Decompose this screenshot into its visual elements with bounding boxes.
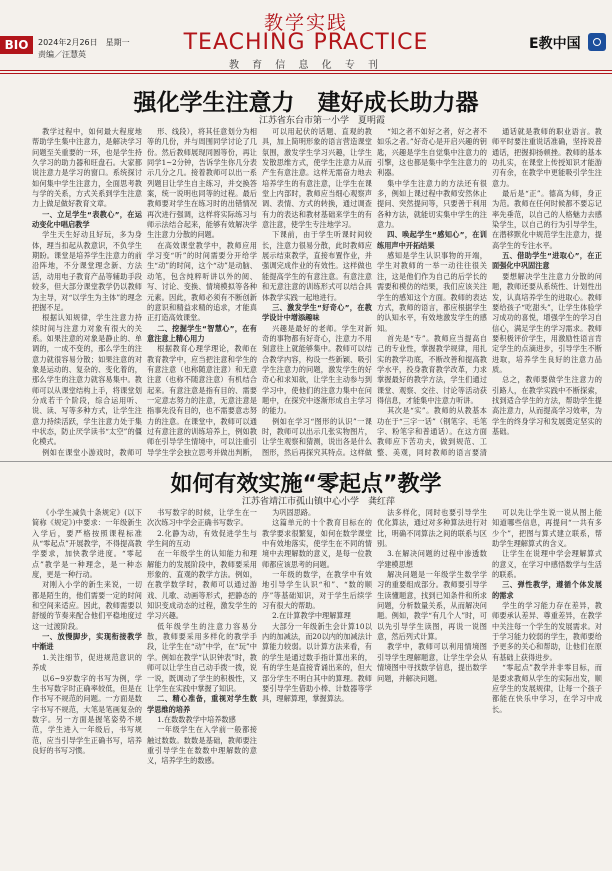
paragraph: 《小学生减负十条规定》(以下简称《规定》)中要求：一年级新生入学后，要严格按照课程标准从“零起点”开展教学，不得提高教学要求，加快教学进度。“零起点”教学是一种理念，是一种态度，更是一种行动。 — [32, 508, 142, 580]
article-1-byline: 江苏省东台市第一小学 夏明霞 — [259, 116, 386, 126]
section-heading: 四、唤起学生“感知心”，在训练用声中开拓结果 — [377, 230, 487, 250]
page-badge: BIO — [0, 36, 33, 54]
paragraph: 根据教育心理学理论，教师在教育教学中，应当把注意和学生的有意注意（也称随意注意）和无意注意（也称不随意注意）有机结合起来。有意注意是指有目的、需要一定意志努力的注意，无意注意是指事先没有目的，也不需要意志努力的注意。在课堂中，教师可以通过有意注意的训练培养上，例如教师在引导学生情境中，可以注重引导学生学会独立思考并做出判断， — [147, 344, 257, 457]
paragraph: 教学过程中，如何最大程度地帮助学生集中注意力，是解决学习问题至关重要的一环，也是学生持久学习的助力器和旺盘石。大家都说注意力是学习的窗口。系统探讨如何集中学生注意力，全面思考教与学的关系，方式关系到学生注意力上做足做好教育文章。 — [32, 127, 142, 209]
article2-column-1 — [32, 508, 142, 866]
article1-column-1 — [32, 127, 142, 457]
paragraph: 可以用起伏的话题、直观的教具，加上简明形象的语言营造课堂氛围，激发学生学习兴趣，让学生发散思维方式，使学生注意力从而产生有意注意。这样无需奋力地去培养学生的有意注意，让学生在课堂上内部时，教师应当细心观察声调、表情、方式的转换，通过调查有力的表达和教材基础来学生的有意注意，使学生专注地学习。 — [262, 127, 372, 230]
paragraph: 集中学生注意力的方法还有很多，例如上课过程中教师安然休止提问、突然提问等，只要善于利用各种方法，就能切实集中学生的注意力。 — [377, 178, 487, 230]
editor-credit: 责编／汪慧英 — [38, 50, 86, 59]
paragraph: 1.关注细节，促进规范意识的养成 — [32, 652, 142, 673]
paragraph: 一年级学生在入学前一般都接触过数数。数数是基础，教师要注重引导学生在数数中理解数的意义，培养学生的数感。 — [147, 725, 257, 766]
article-2-byline: 江苏省靖江市孤山镇中心小学 龚红萍 — [242, 497, 396, 507]
article1-column-2 — [147, 127, 257, 457]
paragraph: 2.在计算教学中理解算理 — [272, 611, 351, 621]
paragraph: 这篇单元的十个教育目标在的教学要求很繁复，如何在数学课堂中有效地落实，使学生在不同的情境中去理解数的意义，是每一位教师都应该思考的问题。 — [262, 518, 372, 569]
article1-column-3 — [262, 127, 372, 457]
paragraph: 让学生在说理中学会理解算式的意义，在学习中感悟数学与生活的联系。 — [492, 549, 602, 580]
article1-column-5 — [492, 127, 602, 457]
paragraph: 为巩固思路。 — [272, 508, 316, 517]
article2-column-3 — [262, 508, 372, 866]
paragraph: 低年级学生的注意力容易分散，教师要采用多样化的教学手段，让学生在“动”中学，在“玩”中学。例如在教学“认识钟表”时，教师可以让学生自己动手拨一拨，说一说，既调动了学生的积极性，又让学生在实践中掌握了知识。 — [147, 621, 257, 693]
paragraph: 学生的学习能力存在差异，教师要承认差异、尊重差异，在教学中关注每一个学生的发展需求。对于学习能力较弱的学生，教师要给予更多的关心和帮助，让他们在原有基础上获得进步。 — [492, 601, 602, 662]
article2-column-5 — [492, 508, 602, 866]
article-1-title: 强化学生注意力 建好成长助力器 — [133, 90, 479, 116]
masthead — [0, 0, 612, 74]
paragraph: “知之者不如好之者，好之者不如乐之者。”好奇心是开启兴趣的钥匙，兴趣是学生自觉集中注意力的引擎，这也都是集中学生注意力的利器。 — [377, 127, 487, 178]
paragraph: 大部分一年级新生会计算10以内的加减法，而20以内的加减法计算能力较弱。以计算方法来看，有的学生是通过数手指计算出来的，有的学生是直接背诵出来的，但大部分学生不明白其中的算理。教师要引导学生借助小棒、计数器等学具，理解算理，掌握算法。 — [262, 621, 372, 704]
paragraph: 2.化静为动，有效促进学生与学生间的互动 — [147, 528, 257, 549]
paragraph: 感知是学生认识事物的开端，学生对教师的一举一动往往很关注，这是他们作为自己的后学长的需要和模仿的结果，我们应该关注学生的感知这个方面。教师的表达方式，教师的语言，都应根据学生的认知水平，有效地激发学生的感知。 — [377, 251, 487, 333]
paragraph: 要想解决学生注意力分散的问题，教师还要从系统性、计划性出发，认真培养学生的进取心。教师要给孩子“吃甜头”，让学生体验学习成功的喜悦，增强学生的学习自信心，满足学生的学习需求。教师要积极评价学生，用激励性语言肯定学生的点滴进步，引导学生不断进取，培养学生良好的注意力品质。 — [492, 271, 602, 374]
paragraph: 总之，教师要做学生注意力的引路人，在教学实践中不断探索，找到适合学生的方法，帮助学生提高注意力，从而提高学习效率，为学生的终身学习和发展奠定坚实的基础。 — [492, 375, 602, 436]
section-heading: 二、精心准备，重视对学生数学思维的培养 — [147, 694, 257, 714]
paragraph: 根据认知规律，学生注意力持续时间与注意力对象有很大的关系。如果注意的对象是静止的、单调的，一成不变的，那么学生的注意力就很容易分散；如果注意的对象是运动的、复杂的、变化着的，那么学生的注意力就容易集中。教师可以从课堂结构上手，将课堂划分成若干个阶段，综合运用听、说、读、写等多种方式，让学生注意力持续活跃，学生注意力处于集中状态，防止厌学读书“太空”的僵化模式。 — [32, 313, 142, 447]
article-divider — [0, 461, 612, 462]
section-heading: 三、激发学生“好奇心”，在教学设计中增添趣味 — [262, 302, 372, 323]
brand-logo-text: E教中国 — [529, 36, 581, 52]
paragraph: 1.在数数教学中培养数感 — [157, 714, 236, 724]
paragraph: 最后是“正”。德高为师，身正为范。教师在任何时候都不要忘记率先垂范，以自己的人格魅力去感染学生，以自己的行为引导学生，在潜移默化中规范学生注意力，提高学生的专注水平。 — [492, 189, 602, 250]
paragraph: 一年级的数学，在教学中有效地引导学生认识“和”、“数的顺序”等基础知识，对于学生后续学习有很大的帮助。 — [262, 570, 372, 611]
section-heading: 三、弹性教学，遵循个体发展的需求 — [492, 580, 602, 600]
masthead-rule-top — [0, 70, 612, 71]
paragraph: 下课前，由于学生听课时间较长，注意力很易分散，此时教师应展示结束教学，直接布置作业，并强调完成作业的有效性。这样做也能提高学生的有意注意。有意注意和无意注意的训练形式可以结合具体教学实践一起地进行。 — [262, 230, 372, 302]
article-2-title: 如何有效实施“零起点”教学 — [170, 472, 442, 497]
paragraph: 学生天生好动且好玩，多为身体，理当扣起从教意识，不负学生期盼。课堂是培养学生注意力的前沿阵地，不分课堂理念新、方法活，动用电子教育产品等辅助手段较多，但大部分课堂教学仍以教师为主导，对“以学生为主体”的理念把握不足。 — [32, 230, 142, 312]
paragraph: 例如在学习“图形的认识”一课时，教师可以出示几张实物图片，让学生观察和猜测，说出各是什么图形，然后再探究其特点。这样做 — [262, 416, 372, 457]
paragraph: 以6~9岁数字的书写为例，学生书写数字时正确率较低，但是在作书写不规范的问题。一方面是数字书写不规范，大笔是笔画复杂的数字。另一方面是握笔姿势不规范，学生进入一年级后，书写规范，应当引导学生正确书写，培养良好的书写习惯。 — [32, 673, 142, 755]
masthead-rule-bottom — [0, 73, 612, 74]
article2-column-4 — [377, 508, 487, 866]
issue-date: 2024年2月26日 星期一 — [38, 38, 130, 47]
paragraph: 在高效课堂教学中，教师应用学习变“听”的时间需要分开给学生“动”的时间，这个“动”是动脑、动笔，包含纯粹听讲以外的阅、写、讨论、变换、情境模拟等各种元素。因此，教师必须有不断创新的意识和精益求精的追求，才能真正打造高效课堂。 — [147, 240, 257, 323]
paragraph: 法多样化，同时也要引导学生优化算法，通过对多种算法进行对比，明确不同算法之间的联系与区别。 — [377, 508, 487, 549]
section-heading: 一、立足学生“表教心”，在运动变化中唱启教学 — [32, 209, 142, 230]
section-heading: 五、借助学生“进取心”，在正面强化中巩固注意 — [492, 251, 602, 271]
paragraph: 对刚入小学的新生来说，一切都是陌生的，他们需要一定的时间和空间来适应。因此，教师需要以舒缓的节奏来配合他们平稳地度过这一过渡阶段。 — [32, 580, 142, 631]
paragraph: 教学中，教师可以利用情境图引导学生理解题意，让学生学会从情境图中寻找数学信息，提出数学问题，并解决问题。 — [377, 642, 487, 683]
paragraph: 形、线段），将其任意划分为相等的几份，并与周围同学讨论了几份。然后教师展现同圆等份，再让同学1~2分钟，告诉学生你几分表示几分之几。接着教师可以出一系列题目让学生自主练习，并交换答案，统一说明也同等的过程。最后教师要对学生在练习时的出错情况再次进行强调，这样将实际练习与师示法结合起来，能够有效解决学生注意力分散的问题。 — [147, 127, 257, 240]
paragraph: 解决问题是一年级学生数学学习的重要组成部分。教师要引导学生读懂题意，找到已知条件和所求问题，分析数量关系，从而解决问题。例如，教学“有几个人”时，可以先引导学生读图，再说一说图意，然后列式计算。 — [377, 570, 487, 642]
paragraph: 在一年级学生的认知能力和理解能力的发展阶段中，教师要采用形象的、直观的教学方法。例如，在教学数学时，教师可以通过游戏、儿歌、动画等形式，把静态的知识变成动态的过程，激发学生的学习兴趣。 — [147, 549, 257, 621]
section-heading: 一、放慢脚步，实现衔接教学中渐进 — [32, 632, 142, 652]
paragraph: 通话就是教师的职业语言。教师平时要注重说话准确，坚持说普通话，把握抑扬顿挫。教师的基本功扎实，在课堂上传授知识才能游刃有余，在教学中更能吸引学生注意力。 — [492, 127, 602, 188]
article1-column-4 — [377, 127, 487, 457]
paragraph: 其次是“实”。教师的从教基本功在于“三字一话”（钢笔字、毛笔字、粉笔字和普通话）。在这方面教师应下苦功夫，做到规范、工整、美观，同时教师的语言要清 — [377, 406, 487, 457]
paragraph: 首先是“专”。教师应当提高自己的专业性，掌握教学规律，用扎实的教学功底，不断改善和提高教学水平，投身教育教学改革，力求掌握最好的教学方法，学生们通过课堂、观察、交往、讨论等活动获得信息，才能集中注意力听讲。 — [377, 333, 487, 405]
paragraph: “零起点”教学并非零目标，而是要求教师从学生的实际出发，顺应学生的发展规律，让每一个孩子都能在快乐中学习，在学习中成长。 — [492, 663, 602, 714]
section-heading: 二、挖掘学生“智慧心”，在有意注意上精心用力 — [147, 323, 257, 343]
paragraph: 可以先让学生说一说从图上能知道哪些信息，再提问“一共有多少个”，把图与算式建立联系，帮助学生理解算式的含义。 — [492, 508, 602, 549]
brand-logo-icon — [588, 33, 606, 51]
paragraph: 书写数字的时候，让学生在一次次练习中学会正确书写数字。 — [147, 508, 257, 528]
section-title-en: TEACHING PRACTICE — [183, 30, 429, 55]
article2-column-2 — [147, 508, 257, 866]
paragraph: 例如在课堂小游戏时，教师可 — [42, 447, 142, 457]
section-subtitle: 教 育 信 息 化 专 刊 — [228, 60, 384, 71]
section-title-cn: 教学实践 — [263, 12, 348, 34]
paragraph: 兴趣是最好的老师。学生对新奇的事物都有好奇心，注意力不用刻意往上就能够集中。教师可以结合教学内容，构设一些新颖、吸引学生注意力的问题，激发学生的好奇心和求知欲，让学生主动参与到学习中，使他们的注意力集中在问题中，在探究中逐渐形成自主学习的能力。 — [262, 323, 372, 416]
paragraph: 3.在解决问题的过程中渗透数学建模思想 — [377, 549, 487, 569]
